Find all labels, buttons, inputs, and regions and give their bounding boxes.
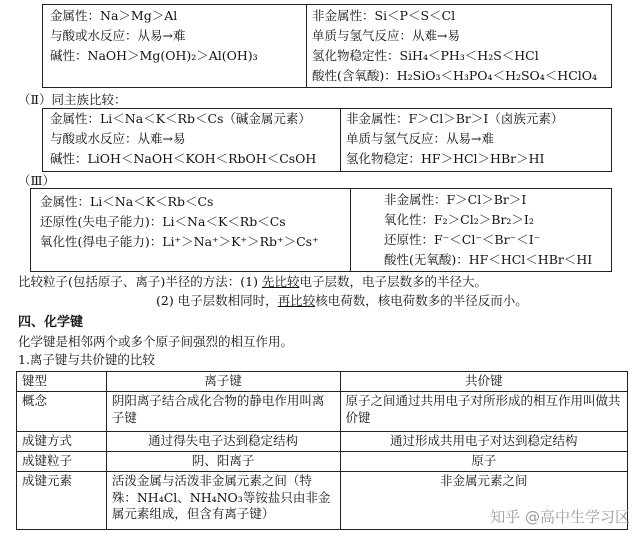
table-cell: 原子之间通过共用电子对所形成的相互作用叫做共价键 <box>340 391 627 431</box>
table-cell: 活泼金属与活泼非金属元素之间（特殊：NH₄Cl、NH₄NO₃等铵盐只由非金属元素组成，但含有离子键） <box>106 471 340 529</box>
redox-reducing-text: 还原性：F⁻＜Cl⁻＜Br⁻＜I⁻ <box>384 232 541 247</box>
table-header-cell: 离子键 <box>106 372 340 392</box>
comparison-subtitle: 1.离子键与共价键的比较 <box>18 352 155 367</box>
table-header-cell: 共价键 <box>340 372 627 392</box>
redox-metal-text: 金属性：Li＜Na＜K＜Rb＜Cs <box>40 194 214 209</box>
block3-heading: （Ⅲ） <box>18 173 56 188</box>
redox-reducibility-text: 还原性(失电子能力)：Li＜Na＜K＜Rb＜Cs <box>40 214 286 229</box>
group-hydride-stability-text: 氢化物稳定：HF＞HCl＞HBr＞HI <box>346 151 545 166</box>
redox-oxidizability-text: 氧化性(得电子能力)：Li⁺＞Na⁺＞K⁺＞Rb⁺＞Cs⁺ <box>40 234 319 249</box>
radius-method-line1 <box>18 274 487 291</box>
redox-anoxic-acidity-text: 酸性(无氧酸)：HF＜HCl＜HBr＜HI <box>384 252 593 267</box>
radius-line1-underlined: 先比较 <box>261 274 300 289</box>
group-basicity-text: 碱性：LiOH＜NaOH＜KOH＜RbOH＜CsOH <box>50 151 317 166</box>
radius-line1-suffix: 电子层数，电子层数多的半径大。 <box>299 274 487 289</box>
radius-line2-suffix: 核电荷数，核电荷数多的半径反而小。 <box>315 293 528 308</box>
radius-method-line2 <box>156 293 528 310</box>
table-header-row <box>17 372 628 392</box>
table-cell: 原子 <box>340 451 627 471</box>
group-comparison-heading: （Ⅱ）同主族比较： <box>18 92 127 107</box>
table-row <box>17 431 628 451</box>
group-metal-text: 金属性：Li＜Na＜K＜Rb＜Cs（碱金属元素） <box>50 111 311 126</box>
table-row <box>17 391 628 431</box>
zhihu-watermark: 知乎 @高中生学习区 <box>490 507 630 526</box>
redox-nonmetal-text: 非金属性：F＞Cl＞Br＞I <box>384 192 527 207</box>
table-cell: 成键元素 <box>17 471 107 529</box>
table-cell: 成键方式 <box>17 431 107 451</box>
table-cell: 阴阳离子结合成化合物的静电作用叫离子键 <box>106 391 340 431</box>
period-basicity-text: 碱性：NaOH＞Mg(OH)₂＞Al(OH)₃ <box>50 48 258 63</box>
radius-line2-prefix: (2) 电子层数相同时， <box>156 293 278 308</box>
group-h2-reaction-text: 单质与氢气反应：从易→难 <box>346 131 494 146</box>
group-box-divider <box>340 108 341 172</box>
radius-line1-prefix: 比较粒子(包括原子、离子)半径的方法：(1) <box>18 274 262 289</box>
table-header-cell: 键型 <box>17 372 107 392</box>
group-acid-water-text: 与酸或水反应：从难→易 <box>50 131 186 146</box>
period-box-divider <box>306 4 307 88</box>
table-cell: 非金属元素之间 <box>340 471 627 529</box>
redox-oxidizing-text: 氧化性：F₂＞Cl₂＞Br₂＞I₂ <box>384 212 534 227</box>
period-h2-reaction-text: 单质与氢气反应：从难→易 <box>312 28 460 43</box>
chemical-bond-definition: 化学键是相邻两个或多个原子间强烈的相互作用。 <box>18 334 294 349</box>
redox-box-divider <box>350 188 351 272</box>
table-cell: 阴、阳离子 <box>106 451 340 471</box>
table-row <box>17 451 628 471</box>
period-metal-text: 金属性：Na＞Mg＞Al <box>50 8 178 23</box>
group-nonmetal-text: 非金属性：F＞Cl＞Br＞I（卤族元素） <box>346 111 564 126</box>
period-hydride-stability-text: 氢化物稳定性：SiH₄＜PH₃＜H₂S＜HCl <box>312 48 539 63</box>
section-title: 四、化学键 <box>18 315 84 330</box>
period-acid-water-text: 与酸或水反应：从易→难 <box>50 28 186 43</box>
table-cell: 成键粒子 <box>17 451 107 471</box>
table-cell: 概念 <box>17 391 107 431</box>
period-acidity-text: 酸性(含氧酸)：H₂SiO₃＜H₃PO₄＜H₂SO₄＜HClO₄ <box>312 68 598 83</box>
radius-line2-underlined: 再比较 <box>277 293 316 308</box>
period-nonmetal-text: 非金属性：Si＜P＜S＜Cl <box>312 8 456 23</box>
table-cell: 通过形成共用电子对达到稳定结构 <box>340 431 627 451</box>
table-cell: 通过得失电子达到稳定结构 <box>106 431 340 451</box>
